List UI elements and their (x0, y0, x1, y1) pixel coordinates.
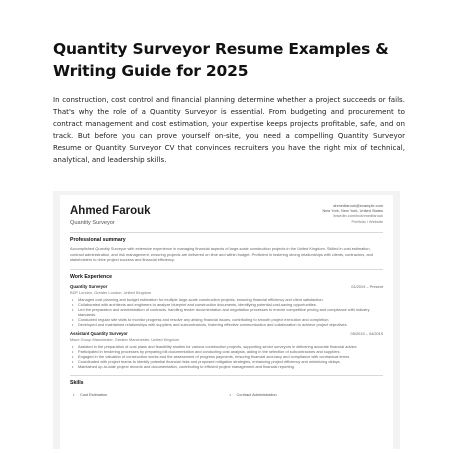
bullet-item: • Conducted regular site visits to monitor progress and resolve any arising financial issues, contributing to smooth project execution and completion. (70, 317, 383, 322)
bullet-item: • Participated in tendering processes by preparing bill documentation and conducting cost analysis, aiding in the selection of subcontractors and suppliers. (70, 349, 383, 354)
skill-item: • Contract Administration (227, 392, 384, 397)
resume-header (70, 203, 383, 226)
resume-role: Quantity Surveyor (70, 220, 115, 226)
resume-contact (322, 203, 383, 224)
contact-link: linkedin.com/in/ahmedfarouk (333, 213, 383, 219)
job-title: Quantity Surveyor (70, 283, 108, 289)
contact-location: New York, New York, United States (322, 208, 383, 214)
job-bullets (70, 297, 383, 327)
experience-divider (70, 375, 383, 376)
bullet-item: • Engaged in the valuation of construction works and the assessment of progress payments, ensuring financial accuracy and compliance with contractual terms. (70, 354, 383, 359)
bullet-item: • Managed cost planning and budget estimation for multiple large-scale construction projects, ensuring financial efficiency and client satisfaction. (70, 297, 383, 302)
skills-list (70, 392, 383, 397)
summary-text: Accomplished Quantity Surveyor with extensive experience in managing financial aspects of large-scale construction projects in the United Kingdom. Skilled in cost estimation, contract administration, and risk management, ensuring projects are delivered on time and within budget. Proficient in fostering strong relationships with clients, contractors, and stakeholders to drive project success and financial efficiency. (70, 246, 373, 263)
job-entry (70, 284, 383, 327)
bullet-item: • Assisted in the preparation of cost plans and feasibility studies for various construction projects, supporting senior surveyors in delivering accurate financial advice. (70, 344, 383, 349)
summary-divider (70, 269, 383, 270)
bullet-item: • Developed and maintained relationships with suppliers and subcontractors, fostering effective communication and collaboration to achieve project objectives. (70, 322, 383, 327)
resume-preview-image (53, 191, 400, 449)
job-dates: 05/2015 – 04/2019 (350, 331, 383, 337)
job-bullets (70, 344, 383, 369)
article-headline: Quantity Surveyor Resume Examples & Writing Guide for 2025 (53, 40, 389, 80)
skill-item: • Cost Estimation (70, 392, 227, 397)
header-divider (70, 232, 383, 233)
bullet-item: • Led the preparation and administration of contracts, handling tender documentation and negotiation processes to ensure competitive pricing and compliance with industry standards. (70, 307, 383, 317)
resume-sheet (60, 195, 393, 449)
article (53, 38, 405, 167)
job-entry (70, 331, 383, 369)
article-intro: In construction, cost control and financial planning determine whether a project succeeds or fails. That's why the role of a Quantity Surveyor is essential. From budgeting and procurement to contract management and cost estimation, your expertise keeps projects profitable, safe, and on track. But before you can prove yourself on-site, you need a compelling Quantity Surveyor Resume or Quantity Surveyor CV that convinces recruiters you have the right mix of technical, analytical, and leadership skills. (53, 95, 405, 165)
skills-heading: Skills (70, 380, 84, 387)
resume-identity (70, 203, 151, 226)
job-company-location: BDP London, Greater London, United Kingdom (70, 289, 152, 295)
summary-heading: Professional summary (70, 237, 126, 243)
experience-heading: Work Experience (70, 273, 112, 280)
bullet-item: • Coordinated with project teams to identify potential financial risks and proposed mitigation strategies, enhancing project efficiency and minimizing delays. (70, 359, 383, 364)
job-title: Assistant Quantity Surveyor (70, 331, 128, 337)
job-dates: 01/2019 – Present (351, 283, 383, 289)
bullet-item: • Maintained up-to-date project records and documentation, contributing to efficient project management and financial reporting. (70, 364, 383, 369)
contact-email: ahmedfarouk@example.com (333, 203, 383, 208)
contact-portfolio: Portfolio / Website (351, 218, 383, 224)
resume-name: Ahmed Farouk (70, 205, 151, 217)
bullet-item: • Collaborated with architects and engineers to analyze blueprint and construction documents, identifying potential cost-saving opportunities. (70, 302, 383, 307)
job-company-location: Mace Group Manchester, Greater Manchester, United Kingdom (70, 337, 179, 343)
